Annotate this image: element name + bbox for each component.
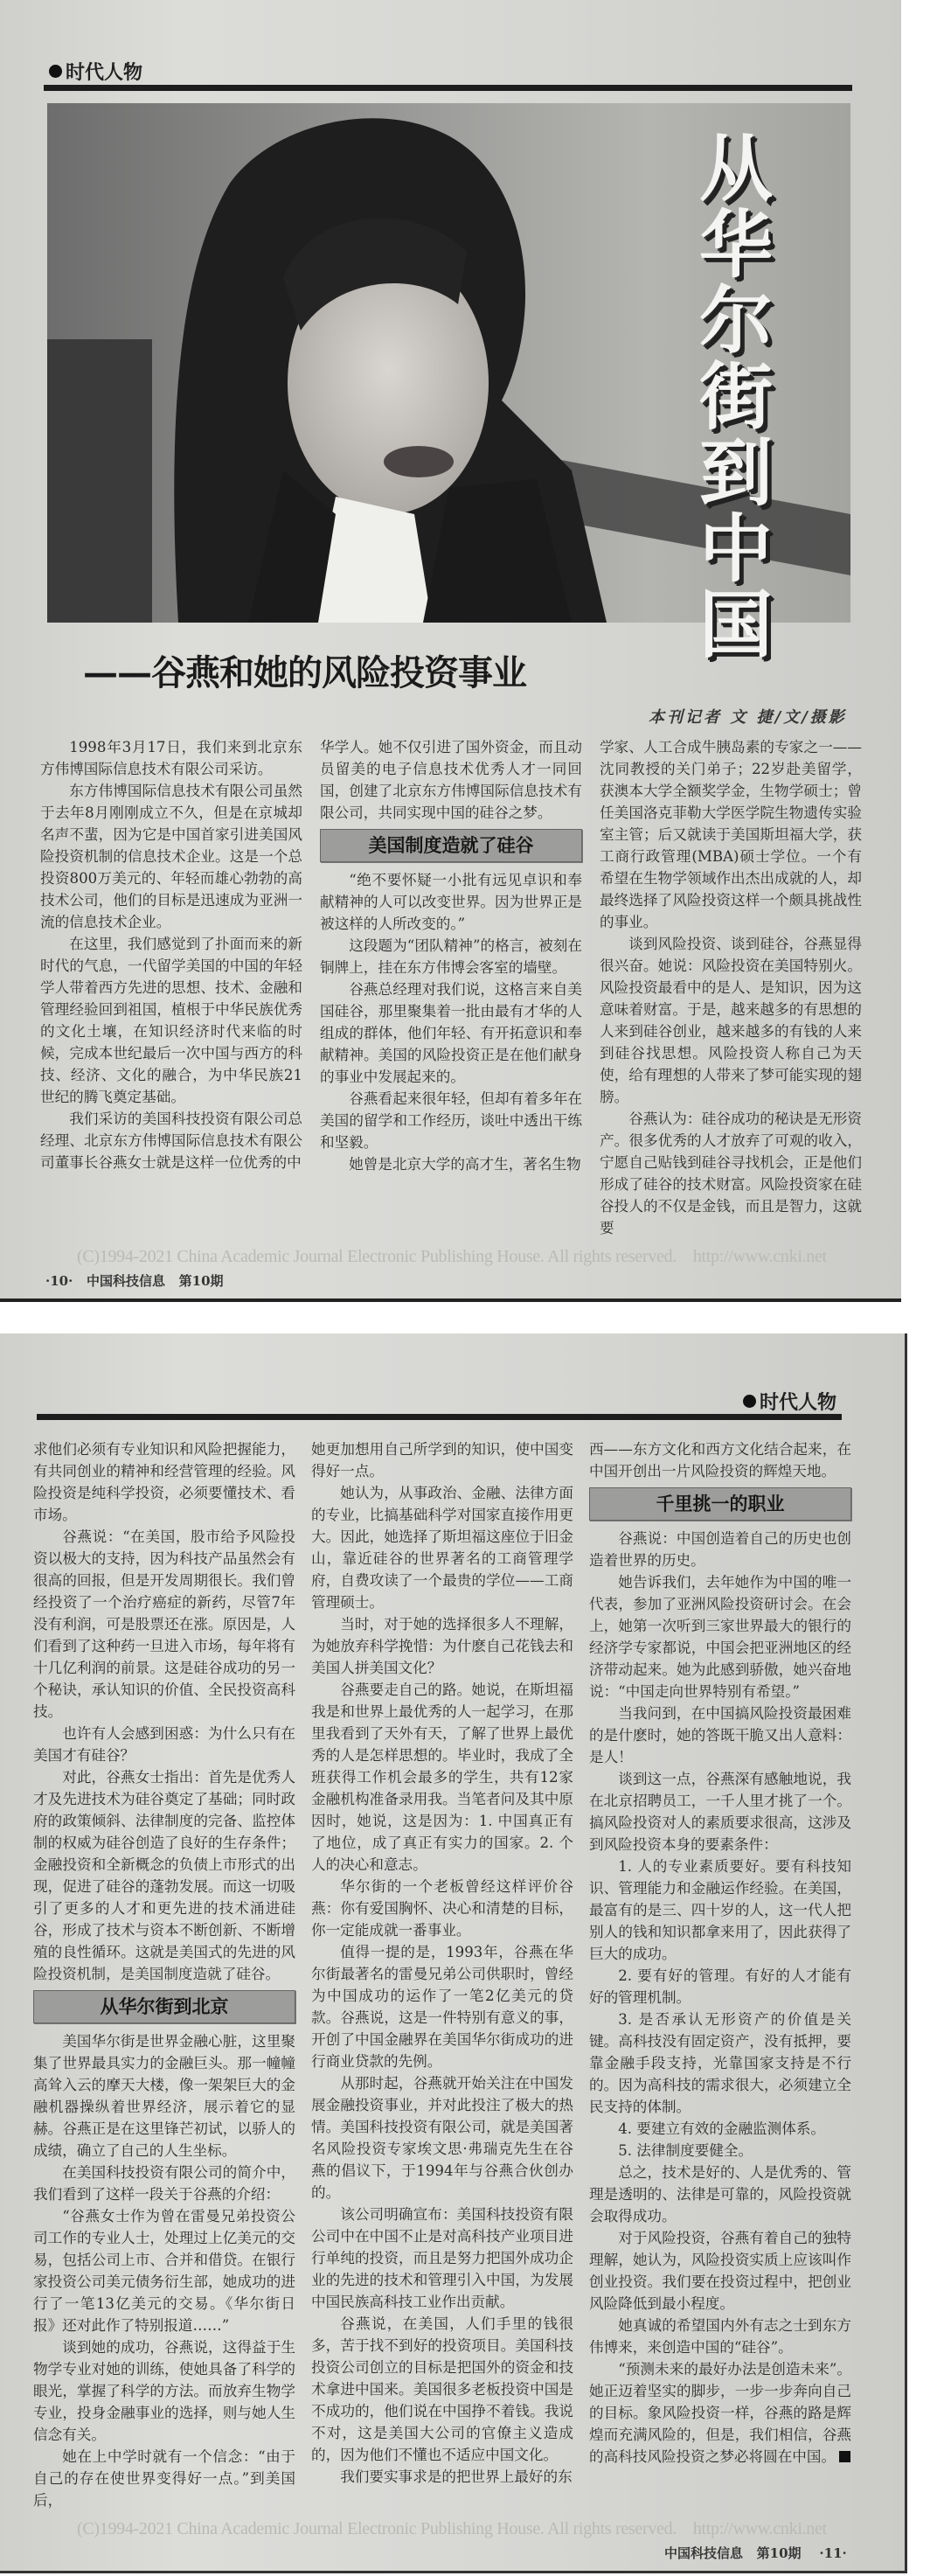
paragraph xyxy=(600,933,862,1108)
paragraph-text: 她告诉我们，去年她作为中国的唯一代表，参加了亚洲风险投资研讨会。在会上，她第一次听到三家世界最大的银行的经济学专家都说，中国会把亚洲地区的经济带动起来。她为此感到骄傲，她兴奋地说：“中国走向世界特别有希望。” xyxy=(589,1574,851,1700)
paragraph xyxy=(589,2227,851,2315)
end-mark-icon xyxy=(839,2451,850,2462)
paragraph-text: 谷燕总经理对我们说，这格言来自美国硅谷，那里聚集着一批由最有才华的人组成的群体，他们年轻、有开拓意识和奉献精神。美国的风险投资正是在他们献身的事业中发展起来的。 xyxy=(320,981,582,1085)
paragraph-text: 华尔街的一个老板曾经这样评价谷燕：你有爱国胸怀、决心和清楚的目标，你一定能成就一番事业。 xyxy=(311,1878,573,1939)
paragraph-text: 我们采访的美国科技投资有限公司总经理、北京东方伟博国际信息技术有限公司董事长谷燕女士就是这样一位优秀的中 xyxy=(40,1110,302,1171)
header-rule xyxy=(37,1414,842,1420)
paragraph-text: 她在上中学时就有一个信念：“由于自己的存在使世界变得好一点。”到美国后， xyxy=(33,2448,295,2509)
paragraph xyxy=(600,1108,862,1239)
header-rule xyxy=(44,85,852,91)
paragraph-text: 当时，对于她的选择很多人不理解，为她放弃科学挽惜：为什麽自己花钱去和美国人拼美国文化？ xyxy=(311,1616,573,1676)
paragraph-text: 5. 法律制度要健全。 xyxy=(618,2142,753,2159)
paragraph-text: 谷燕要走自己的路。她说，在斯坦福我是和世界上最优秀的人一起学习，在那里我看到了天外有天，了解了世界上最优秀的人是怎样思想的。毕业时，我成了全班获得工作机会最多的学生，共有12家金融机构准备录用我。当笔者问及其中原因时，她说，这是因为：1. 中国真正有了地位，成了真正有实力的国家。2. 个人的决心和意志。 xyxy=(311,1681,573,1873)
copyright-watermark: (C)1994-2021 China Academic Journal Electronic Publishing House. All rights reserved. http://www.cnki.net xyxy=(77,1247,827,1266)
paragraph xyxy=(311,2204,573,2313)
magazine-page-11 xyxy=(0,1333,907,2573)
article-title xyxy=(692,126,780,668)
paragraph xyxy=(40,780,302,933)
paragraph-text: 西——东方文化和西方文化结合起来，在中国开创出一片风险投资的辉煌天地。 xyxy=(589,1441,851,1479)
paragraph-text: 谷燕说：中国创造着自己的历史也创造着世界的历史。 xyxy=(589,1530,851,1569)
page-footer: 中国科技信息 第10期 ·11· xyxy=(664,2545,847,2561)
paragraph-text: 1998年3月17日，我们来到北京东方伟博国际信息技术有限公司采访。 xyxy=(40,739,302,777)
paragraph-text: 总之，技术是好的、人是优秀的、管理是透明的、法律是可靠的，风险投资就会取得成功。 xyxy=(589,2164,851,2224)
paragraph xyxy=(589,1855,851,1965)
paragraph xyxy=(33,2162,295,2205)
paragraph-text: 她更加想用自己所学到的知识，使中国变得好一点。 xyxy=(311,1441,573,1479)
paragraph-text: 该公司明确宣布：美国科技投资有限公司中在中国不止是对高科技产业项目进行单纯的投资，而且是努力把国外成功企业的先进的技术和管理引入中国，为发展中国民族高科技工业作出贡献。 xyxy=(311,2206,573,2310)
paragraph-text: 2. 要有好的管理。有好的人才能有好的管理机制。 xyxy=(589,1967,851,2006)
copyright-watermark: (C)1994-2021 China Academic Journal Electronic Publishing House. All rights reserved. http://www.cnki.net xyxy=(77,2519,827,2538)
text-column-1 xyxy=(40,736,302,1173)
section-tag xyxy=(49,58,142,85)
section-heading: 美国制度造就了硅谷 xyxy=(320,829,582,862)
paragraph-text: 谈到这一点，谷燕深有感触地说，我在北京招聘员工，一千人里才挑了一个。搞风险投资对人的素质要求很高，这涉及到风险投资本身的要素条件： xyxy=(589,1771,851,1853)
paragraph xyxy=(320,1088,582,1153)
paragraph xyxy=(589,1571,851,1702)
paragraph xyxy=(311,2072,573,2204)
paragraph xyxy=(311,1941,573,2072)
section-tag xyxy=(743,1388,836,1415)
paragraph-text: 谈到她的成功，谷燕说，这得益于生物学专业对她的训练，使她具备了科学的眼光，掌握了科学的方法。而放弃生物学专业，投身金融事业的选择，则与她人生信念有关。 xyxy=(33,2339,295,2443)
paragraph xyxy=(589,2162,851,2227)
paragraph xyxy=(589,1528,851,1571)
paragraph-text: “谷燕女士作为曾在雷曼兄弟投资公司工作的专业人士，处理过上亿美元的交易，包括公司上市、合并和借贷。在银行家投资公司美元债务衍生部，她成功的进行了一笔13亿美元的交易。《华尔街日报》还对此作了特别报道……” xyxy=(33,2208,295,2334)
text-column-1 xyxy=(33,1438,295,2511)
paragraph-text: 当我问到，在中国搞风险投资最困难的是什麽时，她的答既干脆又出人意料：是人！ xyxy=(589,1705,851,1765)
paragraph xyxy=(311,1482,573,1613)
paragraph xyxy=(589,1438,851,1482)
bullet-icon xyxy=(49,65,62,78)
paragraph-text: 她曾是北京大学的高才生，著名生物 xyxy=(349,1156,581,1173)
paragraph-text: 对此，谷燕女士指出：首先是优秀人才及先进技术为硅谷奠定了基础；同时政府的政策倾斜、法律制度的完备、监控体制的权威为硅谷创造了良好的生存条件；金融投资和全新概念的负债上市形式的出现，促进了硅谷的蓬勃发展。而这一切吸引了更多的人才和更先进的技术涌进硅谷，形成了技术与资本不断创新、不断增殖的良性循环。这就是美国式的先进的风险投资机制，是美国制度造就了硅谷。 xyxy=(33,1769,295,1982)
paragraph xyxy=(311,2313,573,2466)
text-column-2 xyxy=(311,1438,573,2488)
section-tag-label: 时代人物 xyxy=(66,62,143,84)
paragraph xyxy=(33,1526,295,1723)
paragraph xyxy=(600,736,862,933)
article-subtitle: ——谷燕和她的风险投资事业 xyxy=(83,652,526,693)
paragraph xyxy=(311,1876,573,1941)
paragraph xyxy=(33,2205,295,2336)
paragraph xyxy=(589,2009,851,2118)
paragraph xyxy=(589,1702,851,1768)
paragraph-text: 也许有人会感到困惑：为什么只有在美国才有硅谷？ xyxy=(33,1725,295,1764)
section-heading: 从华尔街到北京 xyxy=(33,1990,295,2023)
paragraph-text: 从那时起，谷燕就开始关注在中国发展金融投资事业，并对此投注了极大的热情。美国科技投资有限公司，就是美国著名风险投资专家埃文思·弗瑞克先生在谷燕的倡议下，于1994年与谷燕合伙创办的。 xyxy=(311,2075,573,2201)
paragraph xyxy=(311,1679,573,1876)
title-char: 从 xyxy=(698,126,773,212)
paragraph xyxy=(33,2030,295,2162)
paragraph-text: 谈到风险投资、谈到硅谷，谷燕显得很兴奋。她说：风险投资在美国特别火。风险投资最看中的是人、是知识，因为这意味着财富。于是，越来越多的有思想的人来到硅谷创业，越来越多的有钱的人来到硅谷找思想。风险投资人称自己为天使，给有理想的人带来了梦可能实现的翅膀。 xyxy=(600,936,862,1105)
paragraph-text: 对于风险投资，谷燕有着自己的独特理解，她认为，风险投资实质上应该叫作创业投资。我们要在投资过程中，把创业风险降低到最小程度。 xyxy=(589,2230,851,2312)
text-column-2 xyxy=(320,736,582,1175)
paragraph xyxy=(320,1153,582,1175)
paragraph-text: 谷燕看起来很年轻，但却有着多年在美国的留学和工作经历，谈吐中透出干练和坚毅。 xyxy=(320,1090,582,1151)
paragraph-text: 华学人。她不仅引进了国外资金，而且动员留美的电子信息技术优秀人才一同回国，创建了北京东方伟博国际信息技术有限公司，共同实现中国的硅谷之梦。 xyxy=(320,739,582,821)
paragraph-text: “绝不要怀疑一小批有远见卓识和奉献精神的人可以改变世界。因为世界正是被这样的人所改变的。” xyxy=(320,872,582,932)
paragraph xyxy=(320,935,582,978)
paragraph-text: 这段题为“团队精神”的格言，被刻在铜牌上，挂在东方伟博会客室的墙壁。 xyxy=(320,937,582,976)
paragraph xyxy=(320,978,582,1088)
paragraph-text: 她真诚的希望国内外有志之士到东方伟博来，来创造中国的“硅谷”。 xyxy=(589,2317,851,2356)
paragraph xyxy=(40,933,302,1108)
paragraph xyxy=(320,736,582,824)
paragraph xyxy=(33,2446,295,2511)
title-char: 中 xyxy=(698,506,773,592)
page-footer: ·10· 中国科技信息 第10期 xyxy=(45,1273,224,1289)
title-char: 华 xyxy=(698,202,773,288)
byline: 本刊记者 文 捷/文/摄影 xyxy=(649,708,847,727)
paragraph xyxy=(33,1438,295,1526)
paragraph-text: 谷燕认为：硅谷成功的秘诀是无形资产。很多优秀的人才放弃了可观的收入，宁愿自己贴钱到硅谷寻找机会，正是他们形成了硅谷的技术财富。风险投资家在硅谷投人的不仅是金钱，而且是智力，这就要 xyxy=(600,1110,862,1236)
paragraph xyxy=(311,2466,573,2488)
title-char: 街 xyxy=(698,354,773,440)
paragraph xyxy=(311,1438,573,1482)
paragraph xyxy=(589,2358,851,2468)
section-heading: 千里挑一的职业 xyxy=(589,1487,851,1521)
paragraph xyxy=(589,1965,851,2009)
text-column-3 xyxy=(589,1438,851,2468)
paragraph-text: 在美国科技投资有限公司的简介中，我们看到了这样一段关于谷燕的介绍： xyxy=(33,2164,295,2203)
paragraph xyxy=(589,2315,851,2358)
section-tag-label: 时代人物 xyxy=(760,1392,837,1414)
magazine-page-10 xyxy=(0,0,901,1302)
paragraph xyxy=(33,1766,295,1985)
paragraph xyxy=(589,2140,851,2162)
paragraph-text: 东方伟博国际信息技术有限公司虽然于去年8月刚刚成立不久，但是在京城却名声不蜚，因为它是中国首家引进美国风险投资机制的信息技术企业。这是一个总投资800万美元的、年轻而雄心勃勃的高技术公司，他们的目标是迅速成为亚洲一流的信息技术企业。 xyxy=(40,783,302,930)
paragraph-text: 学家、人工合成牛胰岛素的专家之一——沈同教授的关门弟子；22岁赴美留学，获澳本大学全额奖学金，生物学硕士；曾任美国洛克菲勒大学医学院生物遗传实验室主管；后又就读于美国斯坦福大学，获工商行政管理(MBA)硕士学位。一个有希望在生物学领域作出杰出成就的人，却最终选择了风险投资这样一个颇具挑战性的事业。 xyxy=(600,739,862,930)
paragraph xyxy=(33,2336,295,2446)
paragraph xyxy=(33,1723,295,1766)
paragraph-text: 她认为，从事政治、金融、法律方面的专业，比搞基础科学对国家直接作用更大。因此，她选择了斯坦福这座位于旧金山，靠近硅谷的世界著名的工商管理学府，自费攻读了一个最贵的学位——工商管理硕士。 xyxy=(311,1485,573,1611)
paragraph-text: 值得一提的是，1993年，谷燕在华尔街最著名的雷曼兄弟公司供职时，曾经为中国成功的运作了一笔2亿美元的贷款。谷燕说，这是一件特别有意义的事，开创了中国金融界在美国华尔街成功的进行商业贷款的先例。 xyxy=(311,1944,573,2070)
title-char: 尔 xyxy=(698,278,773,364)
paragraph-text: 谷燕说：“在美国，股市给予风险投资以极大的支持，因为科技产品虽然会有很高的回报，但是开发周期很长。我们曾经投资了一个治疗癌症的新药，尽管7年没有利润，可是股票还在涨。原因是，人们看到了这种药一旦进入市场，每年将有十几亿利润的前景。这是硅谷成功的另一个秘诀，承认知识的价值、全民投资高科技。 xyxy=(33,1528,295,1720)
bullet-icon xyxy=(743,1395,756,1408)
paragraph-text: 我们要实事求是的把世界上最好的东 xyxy=(340,2468,573,2485)
paragraph xyxy=(320,869,582,935)
paragraph-text: 谷燕说，在美国，人们手里的钱很多，苦于找不到好的投资项目。美国科技投资公司创立的目标是把国外的资金和技术拿进中国来。美国很多老板投资中国是不成功的，他们说在中国挣不着钱。我说不对，这是美国大公司的官僚主义造成的，因为他们不懂也不适应中国文化。 xyxy=(311,2315,573,2463)
paragraph-text: 求他们必须有专业知识和风险把握能力，有共同创业的精神和经营管理的经验。风险投资是纯科学投资，必须要懂技术、看市场。 xyxy=(33,1441,295,1523)
paragraph xyxy=(311,1613,573,1679)
paragraph xyxy=(589,1768,851,1855)
paragraph-text: 4. 要建立有效的金融监测体系。 xyxy=(618,2120,826,2137)
paragraph-text: 1. 人的专业素质要好。要有科技知识、管理能力和金融运作经验。在美国，最富有的是三、四十岁的人，这一代人把别人的钱和知识都拿来用了，因此获得了巨大的成功。 xyxy=(589,1858,851,1962)
paragraph xyxy=(40,736,302,780)
title-char: 到 xyxy=(698,430,773,516)
paragraph-text: 在这里，我们感觉到了扑面而来的新时代的气息，一代留学美国的中国的年轻学人带着西方先进的思想、技术、金融和管理经验回到祖国，植根于中华民族优秀的文化土壤，在知识经济时代来临的时候，完成本世纪最后一次中国与西方的科技、经济、文化的融合，为中华民族21世纪的腾飞奠定基础。 xyxy=(40,936,302,1105)
text-column-3 xyxy=(600,736,862,1239)
paragraph xyxy=(40,1108,302,1173)
title-char: 国 xyxy=(698,582,773,668)
paragraph-text: 3. 是否承认无形资产的价值是关键。高科技没有固定资产，没有抵押，要靠金融手段支持，光靠国家支持是不行的。因为高科技的需求很大，必须建立全民支持的体制。 xyxy=(589,2011,851,2115)
paragraph-text: 美国华尔街是世界金融心脏，这里聚集了世界最具实力的金融巨头。那一幢幢高耸入云的摩天大楼，像一架架巨大的金融机器操纵着世界经济，展示着它的显赫。谷燕正是在这里锋芒初试，以骄人的成绩，确立了自己的人生坐标。 xyxy=(33,2033,295,2159)
paragraph-text: “预测未来的最好办法是创造未来”。她正迈着坚实的脚步，一步一步奔向自己的目标。象风险投资一样，谷燕的路是辉煌而充满风险的，但是，我们相信，谷燕的高科技风险投资之梦必将圆在中国。 xyxy=(589,2361,851,2465)
paragraph xyxy=(589,2118,851,2140)
